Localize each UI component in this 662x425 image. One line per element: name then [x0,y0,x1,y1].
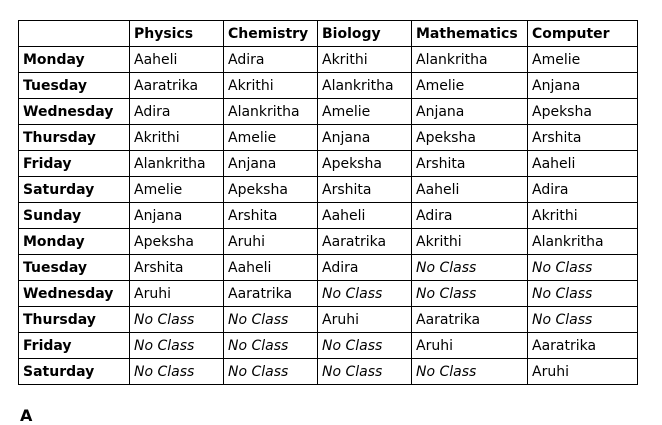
cell-chemistry: Anjana [224,151,318,177]
cell-physics: No Class [130,307,224,333]
cell-chemistry: Aaratrika [224,281,318,307]
table-row [19,177,638,203]
cell-computer: Arshita [528,125,638,151]
cell-chemistry: No Class [224,333,318,359]
table-row [19,151,638,177]
table-row [19,359,638,385]
header-chemistry: Chemistry [224,21,318,47]
cell-biology: Aruhi [318,307,412,333]
day-label: Saturday [19,177,130,203]
table-row [19,125,638,151]
header-computer: Computer [528,21,638,47]
cell-chemistry: No Class [224,359,318,385]
cell-mathematics: Aruhi [412,333,528,359]
cell-computer: Alankritha [528,229,638,255]
cell-biology: Alankritha [318,73,412,99]
day-label: Friday [19,333,130,359]
table-body [19,47,638,385]
cell-mathematics: Amelie [412,73,528,99]
cell-physics: No Class [130,333,224,359]
cell-chemistry: No Class [224,307,318,333]
cell-mathematics: Apeksha [412,125,528,151]
cell-computer: No Class [528,307,638,333]
cell-physics: Aaheli [130,47,224,73]
footer-partial-text: A [20,406,33,425]
cell-physics: Aruhi [130,281,224,307]
day-label: Monday [19,47,130,73]
cell-chemistry: Adira [224,47,318,73]
cell-physics: Adira [130,99,224,125]
table-row [19,281,638,307]
table-header-row [19,21,638,47]
cell-biology: Arshita [318,177,412,203]
cell-biology: Aaheli [318,203,412,229]
cell-biology: Aaratrika [318,229,412,255]
header-mathematics: Mathematics [412,21,528,47]
cell-biology: Apeksha [318,151,412,177]
cell-physics: Aaratrika [130,73,224,99]
cell-biology: No Class [318,281,412,307]
cell-physics: Alankritha [130,151,224,177]
cell-computer: No Class [528,281,638,307]
cell-computer: Aaratrika [528,333,638,359]
table-row [19,47,638,73]
cell-physics: Akrithi [130,125,224,151]
cell-physics: Apeksha [130,229,224,255]
day-label: Tuesday [19,255,130,281]
cell-chemistry: Apeksha [224,177,318,203]
day-label: Tuesday [19,73,130,99]
day-label: Saturday [19,359,130,385]
cell-physics: Amelie [130,177,224,203]
header-physics: Physics [130,21,224,47]
day-label: Sunday [19,203,130,229]
cell-biology: Anjana [318,125,412,151]
header-biology: Biology [318,21,412,47]
cell-chemistry: Arshita [224,203,318,229]
cell-computer: Aruhi [528,359,638,385]
cell-biology: Akrithi [318,47,412,73]
cell-mathematics: Arshita [412,151,528,177]
cell-chemistry: Amelie [224,125,318,151]
cell-mathematics: Akrithi [412,229,528,255]
header-corner-cell [19,21,130,47]
day-label: Wednesday [19,281,130,307]
cell-mathematics: Alankritha [412,47,528,73]
table-row [19,255,638,281]
class-schedule-table [18,20,638,385]
cell-mathematics: Aaratrika [412,307,528,333]
cell-physics: Anjana [130,203,224,229]
cell-biology: No Class [318,359,412,385]
cell-biology: No Class [318,333,412,359]
table-row [19,333,638,359]
cell-mathematics: Aaheli [412,177,528,203]
day-label: Thursday [19,307,130,333]
cell-mathematics: No Class [412,359,528,385]
cell-mathematics: Anjana [412,99,528,125]
cell-mathematics: Adira [412,203,528,229]
cell-computer: Apeksha [528,99,638,125]
cell-chemistry: Akrithi [224,73,318,99]
cell-computer: Adira [528,177,638,203]
cell-mathematics: No Class [412,255,528,281]
cell-chemistry: Aruhi [224,229,318,255]
day-label: Friday [19,151,130,177]
cell-computer: No Class [528,255,638,281]
day-label: Monday [19,229,130,255]
cell-computer: Anjana [528,73,638,99]
table-row [19,73,638,99]
cell-physics: Arshita [130,255,224,281]
cell-computer: Aaheli [528,151,638,177]
table-row [19,229,638,255]
cell-biology: Amelie [318,99,412,125]
cell-computer: Akrithi [528,203,638,229]
table-row [19,307,638,333]
cell-mathematics: No Class [412,281,528,307]
cell-computer: Amelie [528,47,638,73]
cell-chemistry: Alankritha [224,99,318,125]
day-label: Wednesday [19,99,130,125]
cell-chemistry: Aaheli [224,255,318,281]
cell-physics: No Class [130,359,224,385]
day-label: Thursday [19,125,130,151]
cell-biology: Adira [318,255,412,281]
table-row [19,203,638,229]
table-row [19,99,638,125]
